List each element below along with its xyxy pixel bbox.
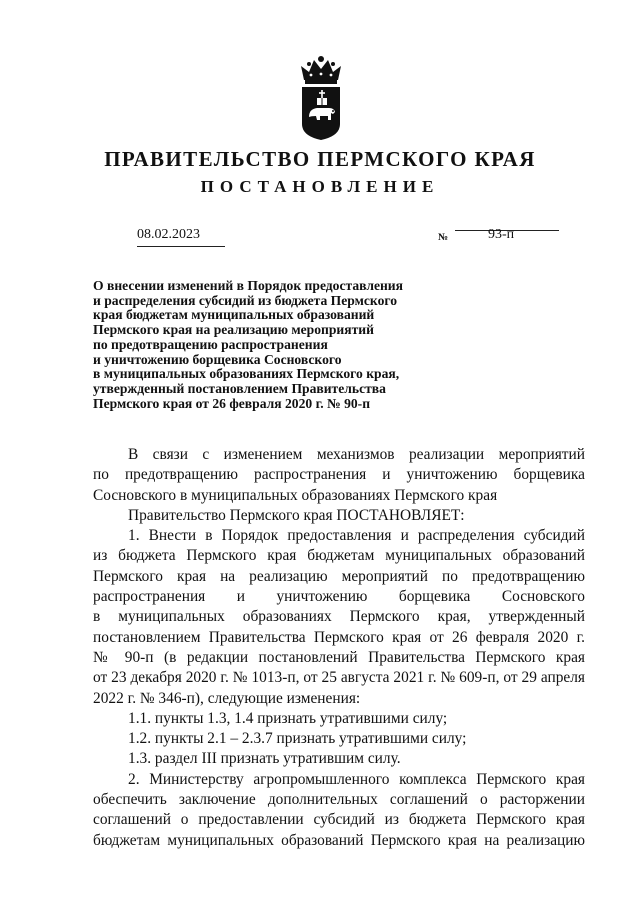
body-line: обеспечить заключение дополнительных соглашений о расторжении	[93, 791, 585, 809]
subject-line: и уничтожению борщевика Сосновского	[93, 351, 342, 367]
body-line: Пермского края на реализацию мероприятий по предотвращению	[93, 567, 585, 585]
subject-line: в муниципальных образованиях Пермского края,	[93, 366, 400, 382]
body-line: 1.3. раздел III признать утратившим силу.	[128, 750, 401, 768]
body-line: распространения и уничтожению борщевика Сосновского	[93, 588, 585, 606]
body-line: 2022 г. № 346-п), следующие изменения:	[93, 689, 361, 707]
document-number-field	[455, 227, 559, 242]
body-line: В связи с изменением механизмов реализации мероприятий	[128, 446, 585, 463]
subject-line: утвержденный постановлением Правительства	[93, 380, 386, 396]
body-line: в муниципальных образованиях Пермского края, утвержденный	[93, 608, 585, 626]
document-body	[93, 445, 585, 851]
document-type: ПОСТАНОВЛЕНИЕ	[200, 177, 440, 196]
document-subject	[93, 279, 473, 411]
body-line: 2. Министерству агропромышленного комплекса Пермского края	[128, 770, 585, 788]
body-line: № 90-п (в редакции постановлений Правительства Пермского края	[93, 648, 585, 666]
body-line: по предотвращению распространения и уничтожению борщевика	[93, 466, 585, 484]
subject-line: по предотвращению распространения	[93, 336, 328, 352]
subject-line: Пермского края на реализацию мероприятий	[93, 322, 374, 338]
body-line: соглашений о предоставлении субсидий из бюджета Пермского края	[93, 811, 585, 829]
coat-of-arms-icon	[296, 54, 346, 140]
subject-line: О внесении изменений в Порядок предоставления	[93, 278, 403, 293]
body-line: бюджетам муниципальных образований Пермского края на реализацию	[93, 831, 585, 849]
body-line: Правительство Пермского края ПОСТАНОВЛЯЕТ:	[128, 506, 465, 524]
body-line: постановлением Правительства Пермского края от 26 февраля 2020 г.	[93, 628, 585, 646]
government-title: ПРАВИТЕЛЬСТВО ПЕРМСКОГО КРАЯ	[104, 147, 536, 171]
number-sign: №	[438, 232, 449, 243]
body-line: 1. Внести в Порядок предоставления и распределения субсидий	[128, 527, 585, 545]
body-line: от 23 декабря 2020 г. № 1013-п, от 25 августа 2021 г. № 609-п, от 29 апреля	[93, 669, 585, 687]
subject-line: края бюджетам муниципальных образований	[93, 307, 375, 323]
subject-line: Пермского края от 26 февраля 2020 г. № 90-п	[93, 395, 371, 411]
body-line: 1.2. пункты 2.1 – 2.3.7 признать утратившими силу;	[128, 730, 467, 748]
subject-line: и распределения субсидий из бюджета Пермского	[93, 292, 397, 308]
document-number: 93-п	[488, 227, 515, 242]
body-line: Сосновского в муниципальных образованиях Пермского края	[93, 486, 498, 504]
body-line: 1.1. пункты 1.3, 1.4 признать утратившими силу;	[128, 709, 448, 727]
body-line: из бюджета Пермского края бюджетам муниципальных образований	[93, 547, 585, 565]
document-date: 08.02.2023	[137, 227, 225, 247]
